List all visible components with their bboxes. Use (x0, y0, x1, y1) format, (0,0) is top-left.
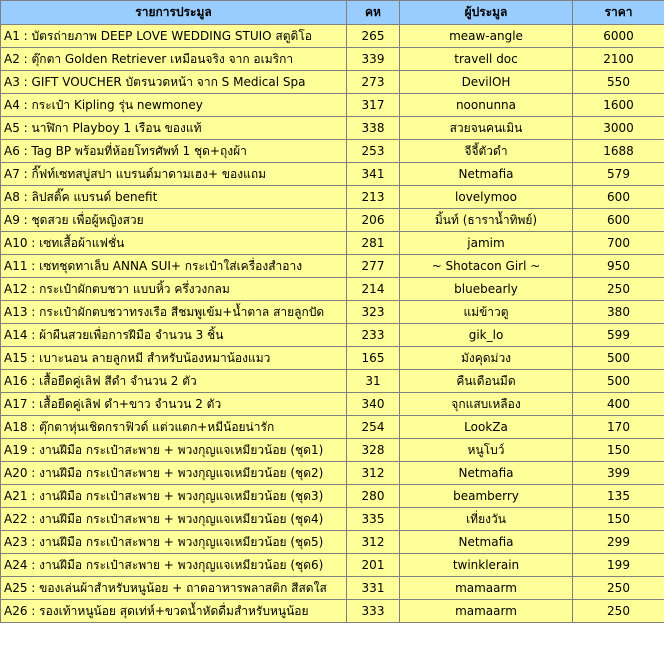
post-number-cell: 213 (347, 186, 400, 209)
item-cell: A10 : เซทเสื้อผ้าแฟชั่น (1, 232, 347, 255)
table-row (1, 416, 664, 439)
price-cell: 250 (573, 278, 664, 301)
item-cell: A21 : งานฝีมือ กระเป๋าสะพาย + พวงกุญแจเหมียวน้อย (ชุด3) (1, 485, 347, 508)
item-cell: A9 : ชุดสวย เพื่อผู้หญิงสวย (1, 209, 347, 232)
bidder-cell: twinklerain (400, 554, 573, 577)
price-cell: 150 (573, 508, 664, 531)
bidder-cell: สวยจนคนเมิน (400, 117, 573, 140)
table-row (1, 71, 664, 94)
post-number-cell: 281 (347, 232, 400, 255)
price-cell: 150 (573, 439, 664, 462)
item-cell: A13 : กระเป๋าผักตบชวาทรงเรือ สีชมพูเข้ม+น้ำตาล สายลูกปัด (1, 301, 347, 324)
table-row (1, 393, 664, 416)
post-number-cell: 254 (347, 416, 400, 439)
table-row (1, 439, 664, 462)
post-number-cell: 206 (347, 209, 400, 232)
item-cell: A3 : GIFT VOUCHER บัตรนวดหน้า จาก S Medical Spa (1, 71, 347, 94)
price-cell: 500 (573, 347, 664, 370)
table-row (1, 462, 664, 485)
price-cell: 170 (573, 416, 664, 439)
table-row (1, 232, 664, 255)
header-bidder: ผู้ประมูล (400, 1, 573, 25)
price-cell: 2100 (573, 48, 664, 71)
bidder-cell: Netmafia (400, 462, 573, 485)
item-cell: A1 : บัตรถ่ายภาพ DEEP LOVE WEDDING STUIO สตูดิโอ (1, 25, 347, 48)
price-cell: 600 (573, 209, 664, 232)
price-cell: 600 (573, 186, 664, 209)
item-cell: A8 : ลิปสติ๊ค แบรนด์ benefit (1, 186, 347, 209)
header-post-number: คห (347, 1, 400, 25)
post-number-cell: 277 (347, 255, 400, 278)
table-row (1, 531, 664, 554)
post-number-cell: 339 (347, 48, 400, 71)
table-row (1, 301, 664, 324)
item-cell: A25 : ของเล่นผ้าสำหรับหนูน้อย + ถาดอาหารพลาสติก สีสดใส (1, 577, 347, 600)
item-cell: A19 : งานฝีมือ กระเป๋าสะพาย + พวงกุญแจเหมียวน้อย (ชุด1) (1, 439, 347, 462)
table-row (1, 255, 664, 278)
table-row (1, 600, 664, 623)
price-cell: 3000 (573, 117, 664, 140)
table-row (1, 508, 664, 531)
post-number-cell: 317 (347, 94, 400, 117)
post-number-cell: 335 (347, 508, 400, 531)
table-row (1, 324, 664, 347)
price-cell: 135 (573, 485, 664, 508)
bidder-cell: bluebearly (400, 278, 573, 301)
bidder-cell: DevilOH (400, 71, 573, 94)
bidder-cell: noonunna (400, 94, 573, 117)
post-number-cell: 165 (347, 347, 400, 370)
table-row (1, 278, 664, 301)
bidder-cell: travell doc (400, 48, 573, 71)
item-cell: A11 : เซทชุดทาเล็บ ANNA SUI+ กระเป๋าใส่เครื่องสำอาง (1, 255, 347, 278)
table-row (1, 117, 664, 140)
post-number-cell: 280 (347, 485, 400, 508)
item-cell: A17 : เสื้อยืดคู่เลิฟ ดำ+ขาว จำนวน 2 ตัว (1, 393, 347, 416)
price-cell: 1600 (573, 94, 664, 117)
table-row (1, 163, 664, 186)
item-cell: A23 : งานฝีมือ กระเป๋าสะพาย + พวงกุญแจเหมียวน้อย (ชุด5) (1, 531, 347, 554)
item-cell: A6 : Tag BP พร้อมที่ห้อยโทรศัพท์ 1 ชุด+ถุงผ้า (1, 140, 347, 163)
table-row (1, 347, 664, 370)
price-cell: 599 (573, 324, 664, 347)
bidder-cell: หนูโบว์ (400, 439, 573, 462)
bidder-cell: ~ Shotacon Girl ~ (400, 255, 573, 278)
table-row (1, 485, 664, 508)
price-cell: 579 (573, 163, 664, 186)
post-number-cell: 341 (347, 163, 400, 186)
item-cell: A4 : กระเป๋า Kipling รุ่น newmoney (1, 94, 347, 117)
bidder-cell: jamim (400, 232, 573, 255)
item-cell: A14 : ผ้าผืนสวยเพื่อการฝีมือ จำนวน 3 ชิ้น (1, 324, 347, 347)
table-row (1, 94, 664, 117)
price-cell: 250 (573, 600, 664, 623)
price-cell: 380 (573, 301, 664, 324)
price-cell: 199 (573, 554, 664, 577)
item-cell: A22 : งานฝีมือ กระเป๋าสะพาย + พวงกุญแจเหมียวน้อย (ชุด4) (1, 508, 347, 531)
bidder-cell: Netmafia (400, 531, 573, 554)
post-number-cell: 323 (347, 301, 400, 324)
price-cell: 399 (573, 462, 664, 485)
price-cell: 400 (573, 393, 664, 416)
table-row (1, 209, 664, 232)
bidder-cell: เที่ยงวัน (400, 508, 573, 531)
bidder-cell: จุกแสบเหลือง (400, 393, 573, 416)
item-cell: A18 : ตุ๊กตาหุ่นเชิดกราฟิวด์ แต่วแตก+หมีน้อยน่ารัก (1, 416, 347, 439)
bidder-cell: mamaarm (400, 577, 573, 600)
item-cell: A24 : งานฝีมือ กระเป๋าสะพาย + พวงกุญแจเหมียวน้อย (ชุด6) (1, 554, 347, 577)
item-cell: A12 : กระเป๋าผักตบชวา แบบหิ้ว ครึ่งวงกลม (1, 278, 347, 301)
item-cell: A26 : รองเท้าหนูน้อย สุดเท่ห์+ขวดน้ำหัดดื่มสำหรับหนูน้อย (1, 600, 347, 623)
bidder-cell: lovelymoo (400, 186, 573, 209)
bidder-cell: Netmafia (400, 163, 573, 186)
bidder-cell: มิ้นท์ (ธาราน้ำทิพย์) (400, 209, 573, 232)
price-cell: 1688 (573, 140, 664, 163)
bidder-cell: LookZa (400, 416, 573, 439)
table-row (1, 25, 664, 48)
table-row (1, 370, 664, 393)
post-number-cell: 328 (347, 439, 400, 462)
post-number-cell: 331 (347, 577, 400, 600)
price-cell: 6000 (573, 25, 664, 48)
bidder-cell: beamberry (400, 485, 573, 508)
bidder-cell: คืนเดือนมืด (400, 370, 573, 393)
table-row (1, 48, 664, 71)
table-body (1, 25, 664, 623)
item-cell: A15 : เบาะนอน ลายลูกหมี สำหรับน้องหมาน้องแมว (1, 347, 347, 370)
post-number-cell: 214 (347, 278, 400, 301)
table-row (1, 140, 664, 163)
price-cell: 700 (573, 232, 664, 255)
item-cell: A7 : กิ๊ฟท์เซทสบู่สปา แบรนด์มาดามเฮง+ ของแถม (1, 163, 347, 186)
price-cell: 500 (573, 370, 664, 393)
item-cell: A20 : งานฝีมือ กระเป๋าสะพาย + พวงกุญแจเหมียวน้อย (ชุด2) (1, 462, 347, 485)
post-number-cell: 338 (347, 117, 400, 140)
bidder-cell: mamaarm (400, 600, 573, 623)
post-number-cell: 265 (347, 25, 400, 48)
header-item: รายการประมูล (1, 1, 347, 25)
bidder-cell: meaw-angle (400, 25, 573, 48)
post-number-cell: 333 (347, 600, 400, 623)
post-number-cell: 273 (347, 71, 400, 94)
post-number-cell: 340 (347, 393, 400, 416)
item-cell: A5 : นาฬิกา Playboy 1 เรือน ของแท้ (1, 117, 347, 140)
price-cell: 950 (573, 255, 664, 278)
header-row (1, 1, 664, 25)
bidder-cell: แม่ข้าวตู (400, 301, 573, 324)
bidder-cell: จีจี้ตัวดำ (400, 140, 573, 163)
table-row (1, 577, 664, 600)
table-row (1, 554, 664, 577)
post-number-cell: 233 (347, 324, 400, 347)
price-cell: 250 (573, 577, 664, 600)
price-cell: 550 (573, 71, 664, 94)
post-number-cell: 31 (347, 370, 400, 393)
bidder-cell: gik_lo (400, 324, 573, 347)
post-number-cell: 312 (347, 531, 400, 554)
item-cell: A2 : ตุ๊กตา Golden Retriever เหมือนจริง จาก อเมริกา (1, 48, 347, 71)
header-price: ราคา (573, 1, 664, 25)
price-cell: 299 (573, 531, 664, 554)
bidder-cell: มังคุดม่วง (400, 347, 573, 370)
item-cell: A16 : เสื้อยืดคู่เลิฟ สีดำ จำนวน 2 ตัว (1, 370, 347, 393)
post-number-cell: 201 (347, 554, 400, 577)
post-number-cell: 253 (347, 140, 400, 163)
table-row (1, 186, 664, 209)
post-number-cell: 312 (347, 462, 400, 485)
